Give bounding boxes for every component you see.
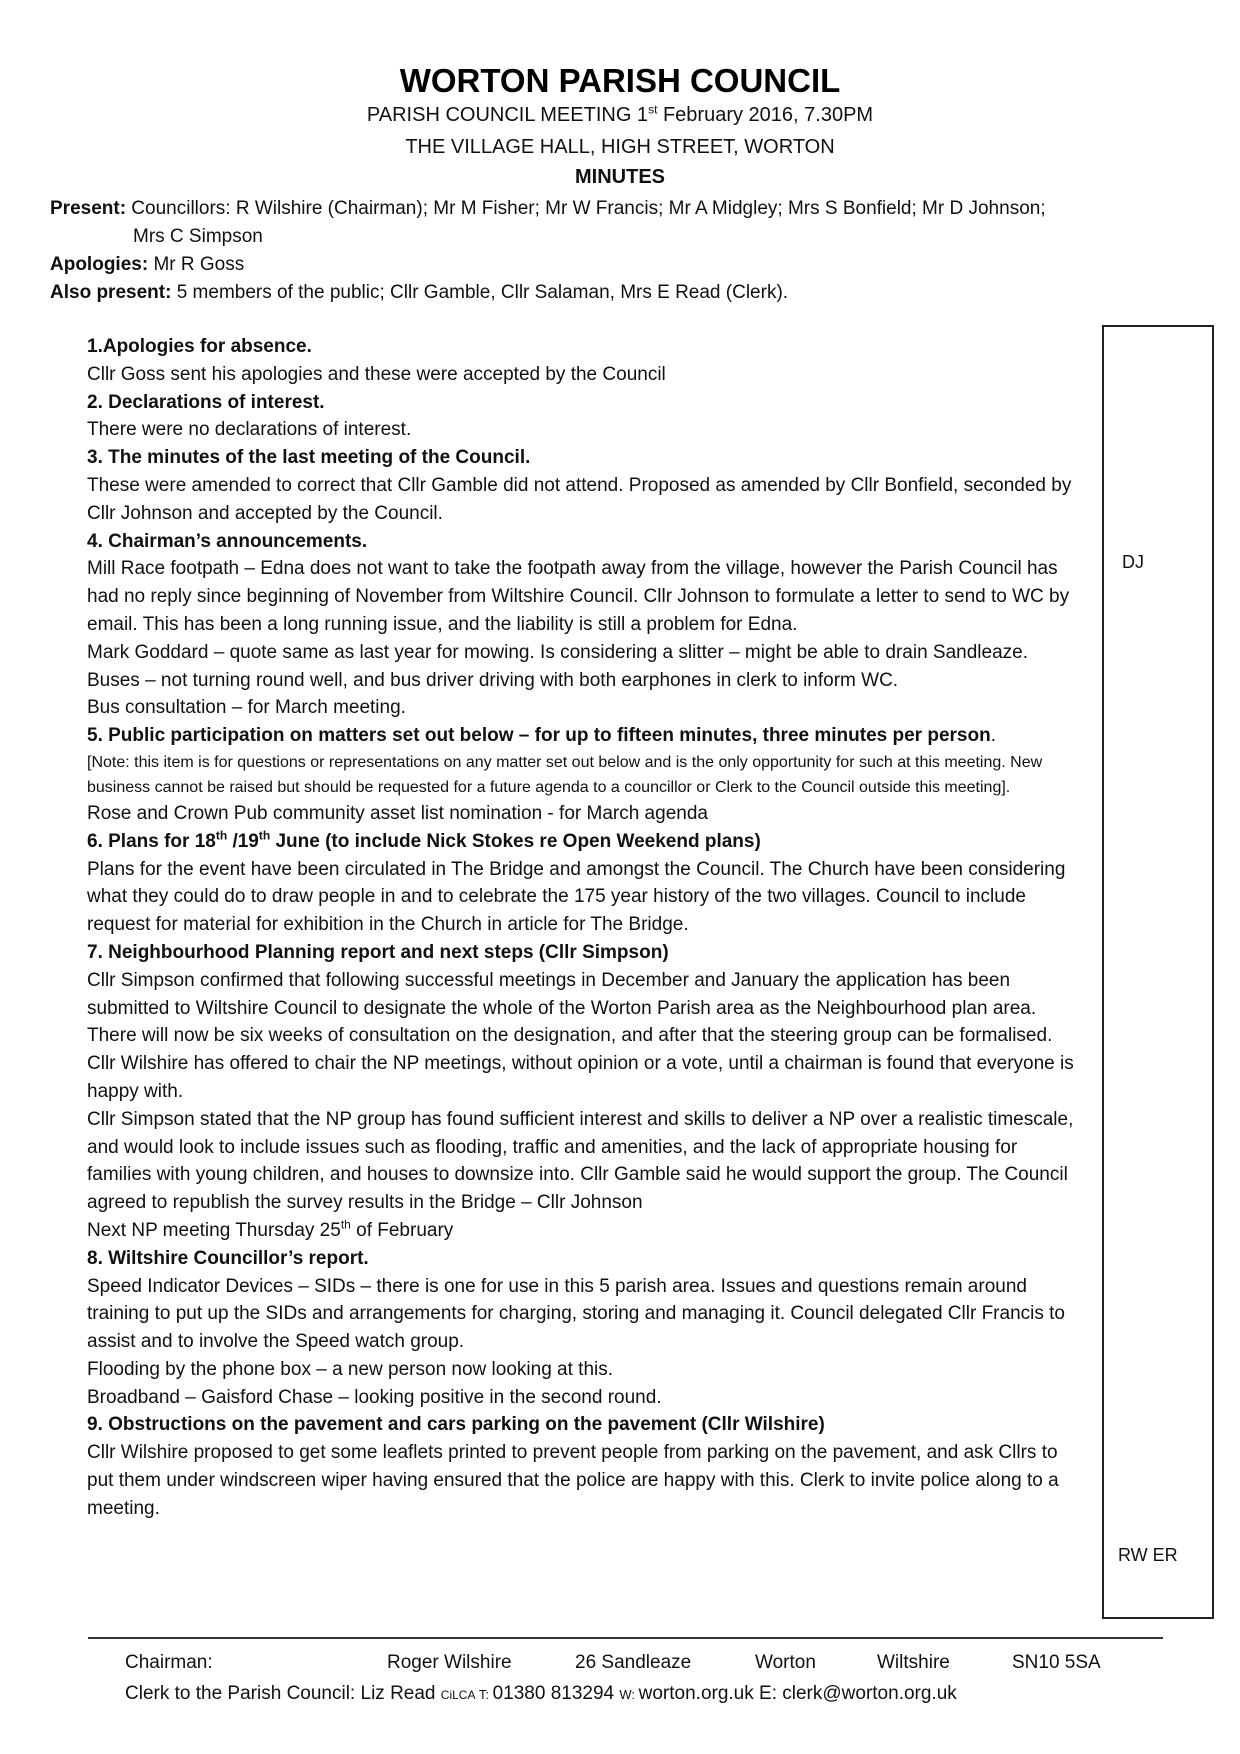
item-5-heading (87, 722, 1082, 750)
item-9-heading: 9. Obstructions on the pavement and cars parking on the pavement (Cllr Wilshire) (87, 1414, 825, 1436)
chairman-county: Wiltshire (877, 1652, 950, 1673)
clerk-web-email: worton.org.uk E: clerk@worton.org.uk (638, 1683, 957, 1704)
item-6-text: Plans for the event have been circulated in The Bridge and amongst the Council. The Church have been considering what they could do to draw people in and to celebrate the 175 year history of the two villages. Council to include request for material for exhibition in the Church in article for The Bridge. (87, 858, 1066, 936)
item-7-text-3a: Next NP meeting Thursday 25 (87, 1219, 341, 1241)
web-label: W: (619, 1687, 639, 1702)
meeting-venue: THE VILLAGE HALL, HIGH STREET, WORTON (405, 136, 835, 158)
item-1-heading: 1.Apologies for absence. (87, 336, 312, 357)
item-4-text-3: Buses – not turning round well, and bus driver driving with both earphones in clerk to inform WC. (87, 669, 899, 691)
item-9-text: Cllr Wilshire proposed to get some leaflets printed to prevent people from parking on the pavement, and ask Cllrs to put them under windscreen wiper having ensured that the police are happy with this. Clerk to invite police along to a meeting. (87, 1442, 1059, 1519)
present-label: Present: (50, 198, 127, 219)
phone-label: T: (475, 1687, 493, 1702)
present-value: Councillors: R Wilshire (Chairman); Mr M Fisher; Mr W Francis; Mr A Midgley; Mrs S Bonfield; Mr D Johnson; (126, 198, 1046, 219)
item-6-heading-c: June (to include Nick Stokes re Open Weekend plans) (270, 830, 761, 852)
apologies-label: Apologies: (50, 254, 149, 275)
chairman-street: 26 Sandleaze (575, 1652, 692, 1673)
footer-divider (88, 1637, 1163, 1639)
action-initials-item-4: DJ (1122, 552, 1144, 572)
item-8-text-1: Speed Indicator Devices – SIDs – there is one for use in this 5 parish area. Issues and questions remain around training to put up the SIDs and arrangements for charging, storing and managing it. Council delegated Cllr Francis to assist and to involve the Speed watch group. (87, 1275, 1065, 1353)
item-7-text-3b: of February (350, 1219, 454, 1241)
clerk-name: Liz Read (360, 1683, 441, 1704)
item-5-text: Rose and Crown Pub community asset list nomination - for March agenda (87, 802, 708, 824)
council-title: WORTON PARISH COUNCIL (399, 62, 841, 99)
minutes-body (87, 333, 1082, 1523)
item-6-heading-a: 6. Plans for 18 (87, 830, 216, 852)
item-5-heading-text: 5. Public participation on matters set out below – for up to fifteen minutes, three minutes per person (87, 725, 991, 747)
item-4-text-4: Bus consultation – for March meeting. (87, 697, 406, 719)
item-2-text: There were no declarations of interest. (87, 419, 412, 441)
item-6-heading-b: /19 (227, 830, 259, 852)
item-8-text-3: Broadband – Gaisford Chase – looking positive in the second round. (87, 1386, 662, 1408)
item-7-text-3 (87, 1217, 1082, 1245)
item-1-text: Cllr Goss sent his apologies and these were accepted by the Council (87, 363, 666, 385)
action-column (1102, 325, 1214, 1619)
footer-clerk-line (125, 1683, 957, 1705)
also-present-label: Also present: (50, 282, 172, 303)
item-7-heading: 7. Neighbourhood Planning report and next steps (Cllr Simpson) (87, 941, 669, 963)
item-7-text-1: Cllr Simpson confirmed that following successful meetings in December and January the application has been submitted to Wiltshire Council to designate the whole of the Worton Parish area as the Neighbourhood plan area. There will now be six weeks of consultation on the designation, and after that the steering group can be formalised. Cllr Wilshire has offered to chair the NP meetings, without opinion or a vote, until a chairman is found that everyone is happy with. (87, 969, 1074, 1102)
item-8-heading: 8. Wiltshire Councillor’s report. (87, 1247, 369, 1269)
chairman-label: Chairman: (125, 1652, 213, 1673)
item-6-heading (87, 828, 1082, 856)
meeting-date-sup: st (648, 102, 658, 117)
item-4-text-1: Mill Race footpath – Edna does not want to take the footpath away from the village, however the Parish Council has had no reply since beginning of November from Wiltshire Council. Cllr Johnson to formulate a letter to send to WC by email. This has been a long running issue, and the liability is still a problem for Edna. (87, 558, 1070, 635)
item-4-text-2: Mark Goddard – quote same as last year for mowing. Is considering a slitter – might be able to drain Sandleaze. (87, 641, 1028, 663)
clerk-phone: 01380 813294 (492, 1683, 620, 1704)
clerk-qualification: CiLCA (440, 1688, 476, 1702)
chairman-town: Worton (755, 1652, 816, 1673)
meeting-date-suffix: February 2016, 7.30PM (657, 104, 874, 126)
present-line (50, 196, 1046, 222)
also-present-value: 5 members of the public; Cllr Gamble, Cllr Salaman, Mrs E Read (Clerk). (171, 282, 789, 303)
meeting-date-prefix: PARISH COUNCIL MEETING 1 (366, 104, 649, 126)
chairman-name: Roger Wilshire (387, 1652, 512, 1673)
item-8-text-2: Flooding by the phone box – a new person now looking at this. (87, 1358, 614, 1380)
apologies-value: Mr R Goss (148, 254, 245, 275)
clerk-label: Clerk to the Parish Council: (125, 1683, 361, 1704)
item-3-heading: 3. The minutes of the last meeting of the Council. (87, 447, 531, 469)
item-3-text: These were amended to correct that Cllr Gamble did not attend. Proposed as amended by Cllr Bonfield, seconded by Cllr Johnson and accepted by the Council. (87, 474, 1072, 524)
meeting-date (0, 104, 1240, 127)
also-present-line (50, 280, 788, 306)
apologies-line (50, 252, 244, 278)
item-7-text-3-sup: th (340, 1217, 351, 1232)
doc-type: MINUTES (575, 166, 665, 188)
item-7-text-2: Cllr Simpson stated that the NP group has found sufficient interest and skills to deliver a NP over a realistic timescale, and would look to include issues such as flooding, traffic and amenities, and the lack of appropriate housing for families with young children, and houses to downsize into. Cllr Gamble said he would support the group. The Council agreed to republish the survey results in the Bridge – Cllr Johnson (87, 1108, 1074, 1214)
item-5-note: [Note: this item is for questions or representations on any matter set out below and is the only opportunity for such at this meeting. New business cannot be raised but should be requested for a future agenda to a councillor or Clerk to the Council outside this meeting]. (87, 753, 1043, 796)
chairman-postcode: SN10 5SA (1012, 1652, 1101, 1673)
present-line-2: Mrs C Simpson (133, 226, 263, 247)
item-5-heading-tail: . (990, 725, 996, 747)
item-6-heading-sup2: th (258, 828, 271, 843)
item-2-heading: 2. Declarations of interest. (87, 391, 325, 413)
item-6-heading-sup1: th (215, 828, 228, 843)
action-initials-item-9: RW ER (1118, 1545, 1178, 1565)
item-4-heading: 4. Chairman’s announcements. (87, 530, 368, 552)
